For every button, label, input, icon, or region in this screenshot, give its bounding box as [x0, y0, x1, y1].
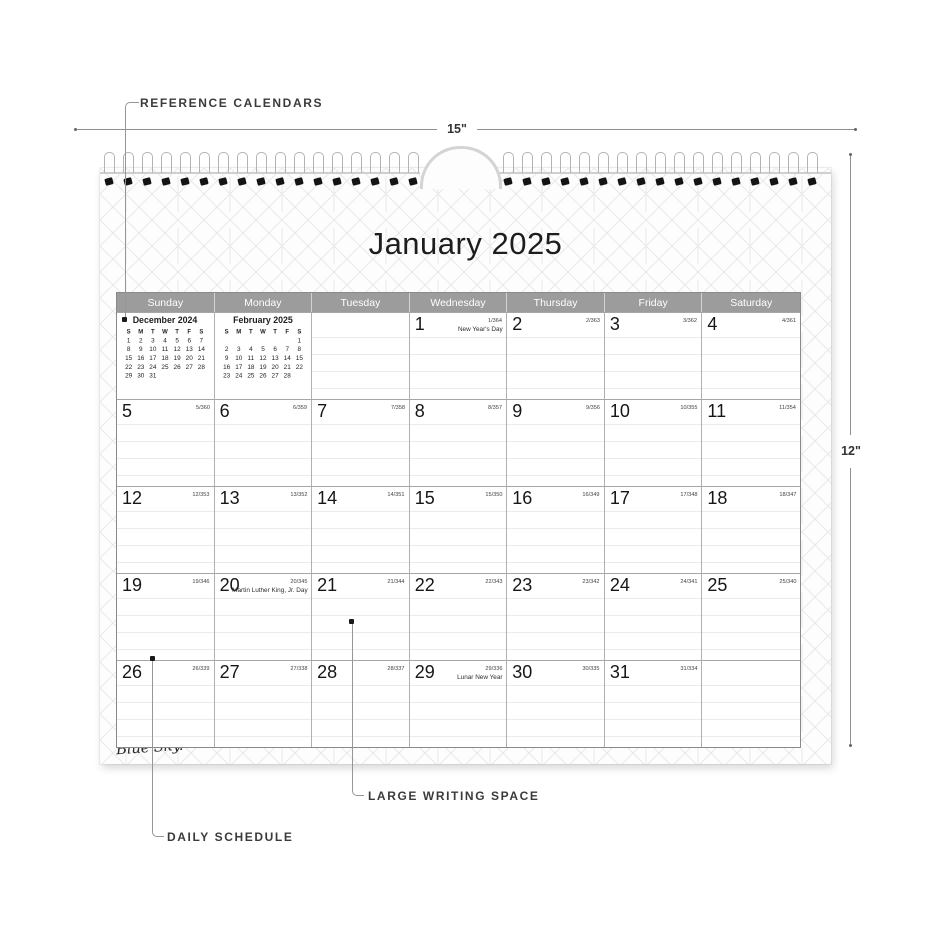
mini-day-number: 13	[271, 354, 279, 362]
mini-day-number: 4	[163, 336, 168, 344]
mini-day-number	[245, 337, 257, 344]
day-of-year-note: 7/358	[390, 404, 405, 411]
mini-day-number	[220, 337, 232, 344]
mini-day-number: 27	[271, 372, 279, 380]
day-of-week-header-row	[117, 293, 800, 312]
mini-day-number: 25	[161, 363, 169, 371]
holiday-label: New Year's Day	[457, 325, 503, 333]
mini-day-letter: T	[175, 328, 180, 336]
dimension-endpoint-dot	[849, 744, 852, 747]
mini-day-number: 31	[149, 372, 157, 380]
date-number: 14	[317, 488, 338, 508]
day-of-year-note: 22/343	[485, 578, 503, 585]
binding-wire-loop	[636, 152, 647, 173]
binding-clip	[636, 177, 645, 186]
binding-clip	[598, 177, 607, 186]
mini-day-number	[257, 337, 269, 344]
day-of-year-note: 30/335	[582, 665, 600, 672]
mini-reference-calendar	[220, 316, 305, 379]
binding-wire-loop	[598, 152, 609, 173]
mini-day-number: 1	[127, 336, 131, 344]
day-of-year-note: 25/340	[778, 578, 796, 585]
mini-day-number: 18	[161, 354, 169, 362]
day-of-year-note: 31/334	[680, 665, 698, 672]
mini-day-number	[159, 372, 171, 379]
mini-day-number: 15	[125, 354, 133, 362]
mini-day-number: 10	[235, 354, 243, 362]
mini-day-number: 10	[149, 345, 157, 353]
mini-day-number: 8	[127, 345, 131, 353]
hanging-loop	[420, 146, 502, 189]
mini-day-number: 8	[297, 345, 301, 353]
date-number: 9	[512, 401, 523, 421]
mini-calendar-title: December 2024	[132, 316, 198, 326]
mini-day-number: 3	[236, 345, 241, 353]
mini-day-number: 17	[149, 354, 157, 362]
date-number: 28	[317, 662, 338, 682]
day-of-year-note: 2/363	[585, 317, 600, 324]
mini-day-number: 28	[283, 372, 291, 380]
date-number: 8	[414, 401, 425, 421]
binding-clip	[408, 177, 417, 186]
holiday-label: Lunar New Year	[456, 673, 503, 681]
binding-wire-loop	[142, 152, 153, 173]
day-of-year-note: 24/341	[680, 578, 698, 585]
date-number: 29	[414, 662, 435, 682]
binding-clip	[750, 177, 759, 186]
date-number: 20	[219, 575, 240, 595]
binding-clip	[769, 177, 778, 186]
binding-wire-loop	[655, 152, 666, 173]
reference-calendars-callout-dot	[122, 317, 127, 322]
day-header: Monday	[215, 293, 313, 312]
binding-wire-loop	[294, 152, 305, 173]
binding-wire-loop	[693, 152, 704, 173]
date-number: 13	[219, 488, 240, 508]
mini-day-number: 18	[247, 363, 255, 371]
binding-wire-loop	[275, 152, 286, 173]
date-cell	[507, 313, 605, 399]
mini-day-number: 11	[161, 345, 169, 353]
mini-day-number: 17	[235, 363, 243, 371]
height-dimension-line-bottom	[850, 468, 851, 745]
binding-clip	[693, 177, 702, 186]
binding-clip	[275, 177, 284, 186]
mini-reference-calendar	[123, 316, 208, 379]
mini-day-number: 6	[187, 336, 192, 344]
binding-clip	[522, 177, 531, 186]
day-header: Friday	[605, 293, 703, 312]
mini-day-letter: F	[285, 328, 289, 336]
binding-wire-loop	[408, 152, 419, 173]
mini-day-number: 5	[261, 345, 265, 353]
date-cell	[215, 487, 313, 573]
date-number: 30	[512, 662, 533, 682]
binding-clip	[807, 177, 816, 186]
date-cell	[117, 400, 215, 486]
binding-clip	[256, 177, 265, 186]
mini-day-number: 16	[222, 363, 231, 371]
day-of-year-note: 29/336	[485, 665, 503, 672]
mini-day-number: 7	[285, 345, 289, 353]
binding-wire-loop	[351, 152, 362, 173]
mini-day-letter: W	[162, 328, 169, 336]
binding-wire-loop	[389, 152, 400, 173]
day-of-year-note: 21/344	[387, 578, 405, 585]
date-number: 23	[512, 575, 533, 595]
mini-day-number: 11	[247, 354, 255, 362]
date-number: 16	[512, 488, 533, 508]
day-of-year-note: 8/357	[488, 404, 503, 411]
binding-wire-loop	[617, 152, 628, 173]
date-cell	[702, 487, 800, 573]
date-number: 19	[122, 575, 143, 595]
mini-day-number: 25	[247, 372, 255, 380]
calendar-week-row	[117, 312, 800, 399]
calendar-week-row	[117, 573, 800, 660]
mini-day-number	[171, 372, 183, 379]
mini-day-number: 6	[273, 345, 277, 353]
binding-clip	[541, 177, 550, 186]
date-number: 4	[707, 314, 718, 334]
binding-wire-loop	[503, 152, 514, 173]
binding-clip	[199, 177, 208, 186]
date-cell	[605, 487, 703, 573]
binding-wire-loop	[313, 152, 324, 173]
day-header: Tuesday	[312, 293, 410, 312]
date-number: 11	[707, 401, 727, 421]
height-dimension-label: 12"	[841, 444, 861, 458]
mini-day-number: 30	[137, 372, 145, 380]
day-of-year-note: 18/347	[778, 491, 796, 498]
daily-schedule-callout-line	[152, 660, 164, 837]
binding-wire-loop	[807, 152, 818, 173]
mini-day-number: 23	[137, 363, 145, 371]
mini-day-letter: T	[151, 328, 155, 336]
mini-day-number: 29	[125, 372, 133, 380]
mini-day-number: 27	[185, 363, 194, 371]
date-cell	[410, 574, 508, 660]
spiral-binding	[100, 146, 831, 194]
date-cell	[410, 487, 508, 573]
mini-day-number: 20	[271, 363, 279, 371]
width-dimension-line-right	[477, 129, 855, 130]
binding-clip	[674, 177, 683, 186]
binding-wire-loop	[769, 152, 780, 173]
date-number: 21	[317, 575, 338, 595]
binding-clip	[104, 177, 113, 186]
mini-day-number: 28	[198, 363, 206, 371]
mini-day-number: 23	[222, 372, 231, 380]
date-cell	[702, 400, 800, 486]
mini-day-number	[196, 372, 208, 379]
date-cell	[117, 661, 215, 747]
binding-wire-loop	[218, 152, 229, 173]
holiday-label: Martin Luther King, Jr. Day	[231, 586, 308, 594]
mini-day-number: 13	[185, 345, 194, 353]
binding-clip	[370, 177, 379, 186]
mini-day-letter: S	[224, 328, 229, 336]
day-of-year-note: 9/356	[585, 404, 600, 411]
mini-day-number: 9	[139, 345, 143, 353]
mini-day-letter: M	[138, 328, 144, 336]
large-writing-space-callout-dot	[349, 619, 354, 624]
day-of-year-note: 10/355	[680, 404, 698, 411]
reference-calendars-callout-line	[125, 102, 139, 319]
calendar-weeks	[117, 312, 800, 747]
binding-clip	[579, 177, 588, 186]
mini-day-number: 5	[175, 336, 180, 344]
mini-day-number	[281, 337, 293, 344]
binding-clip	[351, 177, 360, 186]
calendar-page	[100, 168, 831, 764]
binding-clip	[161, 177, 170, 186]
mini-day-number: 14	[283, 354, 291, 362]
dimension-endpoint-dot	[74, 128, 77, 131]
mini-day-number: 26	[259, 372, 267, 380]
dimension-endpoint-dot	[849, 153, 852, 156]
dimension-endpoint-dot	[854, 128, 857, 131]
binding-wire-loop	[199, 152, 210, 173]
binding-clip	[389, 177, 398, 186]
date-cell	[312, 400, 410, 486]
day-of-year-note: 17/348	[680, 491, 698, 498]
day-of-year-note: 4/361	[781, 317, 796, 324]
mini-day-number: 21	[283, 363, 291, 371]
mini-day-number: 24	[149, 363, 157, 371]
mini-day-number: 16	[137, 354, 145, 362]
day-of-year-note: 13/352	[290, 491, 308, 498]
mini-day-number: 9	[224, 354, 229, 362]
date-number: 17	[609, 488, 630, 508]
binding-wire-loop	[522, 152, 533, 173]
binding-clip	[313, 177, 322, 186]
mini-calendar-title: February 2025	[232, 316, 293, 326]
reference-calendars-callout-label: REFERENCE CALENDARS	[140, 96, 324, 110]
mini-day-number: 3	[151, 336, 155, 344]
mini-day-number: 7	[199, 336, 204, 344]
date-cell	[312, 487, 410, 573]
binding-wire-loop	[256, 152, 267, 173]
date-number: 3	[609, 314, 620, 334]
mini-day-number: 22	[295, 363, 303, 371]
day-of-year-note: 26/339	[192, 665, 210, 672]
date-cell	[702, 574, 800, 660]
binding-wire-loop	[370, 152, 381, 173]
mini-day-number	[233, 337, 245, 344]
date-number: 1	[414, 314, 425, 334]
empty-day-cell	[312, 313, 410, 399]
binding-clip	[788, 177, 797, 186]
mini-day-number: 20	[185, 354, 194, 362]
date-cell	[215, 400, 313, 486]
mini-day-number: 26	[173, 363, 181, 371]
mini-day-number: 14	[198, 345, 206, 353]
binding-wire-loop	[731, 152, 742, 173]
calendar-week-row	[117, 399, 800, 486]
binding-clip	[560, 177, 569, 186]
date-cell	[702, 313, 800, 399]
binding-wire-loop	[541, 152, 552, 173]
mini-day-number: 19	[259, 363, 267, 371]
binding-wire-loop	[180, 152, 191, 173]
mini-day-number: 22	[125, 363, 133, 371]
date-cell	[605, 400, 703, 486]
day-of-year-note: 3/362	[683, 317, 698, 324]
daily-schedule-callout-label: DAILY SCHEDULE	[167, 830, 294, 844]
binding-wire-loop	[712, 152, 723, 173]
mini-day-letter: T	[273, 328, 277, 336]
day-header: Wednesday	[410, 293, 508, 312]
binding-clip	[218, 177, 227, 186]
date-cell	[507, 487, 605, 573]
date-number: 10	[609, 401, 630, 421]
mini-day-number	[269, 337, 281, 344]
date-cell	[605, 574, 703, 660]
day-of-year-note: 1/364	[488, 317, 503, 324]
height-dimension-line-top	[850, 155, 851, 435]
mini-day-number	[293, 372, 305, 379]
mini-day-letter: M	[236, 328, 242, 336]
day-of-year-note: 11/354	[779, 404, 796, 411]
date-cell	[410, 313, 508, 399]
mini-day-number: 24	[235, 372, 243, 380]
day-header: Saturday	[730, 296, 773, 309]
date-cell	[215, 574, 313, 660]
mini-day-number: 12	[173, 345, 181, 353]
binding-wire-loop	[237, 152, 248, 173]
binding-clip	[294, 177, 303, 186]
calendar-week-row	[117, 660, 800, 747]
date-number: 7	[317, 401, 328, 421]
date-number: 6	[219, 401, 230, 421]
calendar-week-row	[117, 486, 800, 573]
calendar-grid	[116, 292, 801, 748]
date-cell	[605, 313, 703, 399]
date-number: 26	[122, 662, 143, 682]
mini-day-letter: T	[248, 328, 253, 336]
mini-day-number: 2	[224, 345, 229, 353]
date-number: 22	[414, 575, 435, 595]
day-of-year-note: 14/351	[387, 491, 405, 498]
binding-clip	[142, 177, 151, 186]
day-header: Thursday	[507, 293, 605, 312]
day-header: Sunday	[117, 293, 215, 312]
date-number: 25	[707, 575, 728, 595]
day-of-year-note: 5/360	[195, 404, 210, 411]
empty-day-cell	[702, 661, 800, 747]
day-of-year-note: 27/338	[290, 665, 308, 672]
mini-day-number: 15	[295, 354, 303, 362]
date-cell	[507, 661, 605, 747]
day-of-year-note: 15/350	[485, 491, 503, 498]
mini-day-letter: S	[126, 328, 131, 336]
mini-day-number: 2	[139, 336, 143, 344]
day-of-year-note: 28/337	[387, 665, 405, 672]
binding-wire-loop	[579, 152, 590, 173]
binding-clip	[332, 177, 341, 186]
width-dimension-label: 15"	[447, 122, 467, 136]
mini-day-number: 1	[297, 336, 301, 344]
binding-wire-loop	[161, 152, 172, 173]
binding-clip	[237, 177, 246, 186]
date-cell	[117, 487, 215, 573]
date-cell	[605, 661, 703, 747]
reference-calendar-cell	[117, 313, 215, 399]
date-cell	[507, 400, 605, 486]
date-number: 2	[512, 314, 523, 334]
binding-wire-loop	[560, 152, 571, 173]
date-number: 27	[219, 662, 240, 682]
reference-calendar-cell	[215, 313, 313, 399]
date-cell	[507, 574, 605, 660]
mini-day-number: 12	[259, 354, 267, 362]
date-number: 5	[122, 401, 133, 421]
day-of-year-note: 19/346	[192, 578, 210, 585]
day-of-year-note: 12/353	[192, 491, 210, 498]
mini-calendar-grid	[220, 328, 305, 379]
mini-day-number	[183, 372, 195, 379]
binding-wire-loop	[788, 152, 799, 173]
day-of-year-note: 23/342	[582, 578, 600, 585]
month-title: January 2025	[368, 226, 563, 261]
binding-clip	[712, 177, 721, 186]
mini-day-number: 4	[248, 345, 253, 353]
mini-day-letter: S	[199, 328, 204, 336]
large-writing-space-callout-line	[352, 623, 364, 796]
mini-day-letter: W	[259, 328, 266, 336]
binding-wire-loop	[750, 152, 761, 173]
mini-day-letter: F	[187, 328, 192, 336]
binding-clip	[617, 177, 626, 186]
date-cell	[410, 400, 508, 486]
date-cell	[410, 661, 508, 747]
large-writing-space-callout-label: LARGE WRITING SPACE	[368, 789, 540, 803]
date-number: 18	[707, 488, 728, 508]
binding-clip	[503, 177, 512, 186]
day-of-year-note: 20/345	[290, 578, 308, 585]
mini-day-number: 19	[173, 354, 181, 362]
mini-day-number: 21	[198, 354, 206, 362]
mini-day-letter: S	[297, 328, 302, 336]
daily-schedule-callout-dot	[150, 656, 155, 661]
binding-clip	[731, 177, 740, 186]
binding-wire-loop	[674, 152, 685, 173]
binding-wire-loop	[332, 152, 343, 173]
binding-clip	[180, 177, 189, 186]
day-of-year-note: 16/349	[582, 491, 600, 498]
date-cell	[117, 574, 215, 660]
date-cell	[215, 661, 313, 747]
date-number: 15	[414, 488, 435, 508]
date-number: 12	[122, 488, 143, 508]
day-of-year-note: 6/359	[293, 404, 308, 411]
mini-calendar-grid	[123, 328, 208, 379]
binding-clip	[655, 177, 664, 186]
binding-wire-loop	[104, 152, 115, 173]
date-number: 24	[609, 575, 630, 595]
date-number: 31	[609, 662, 630, 682]
